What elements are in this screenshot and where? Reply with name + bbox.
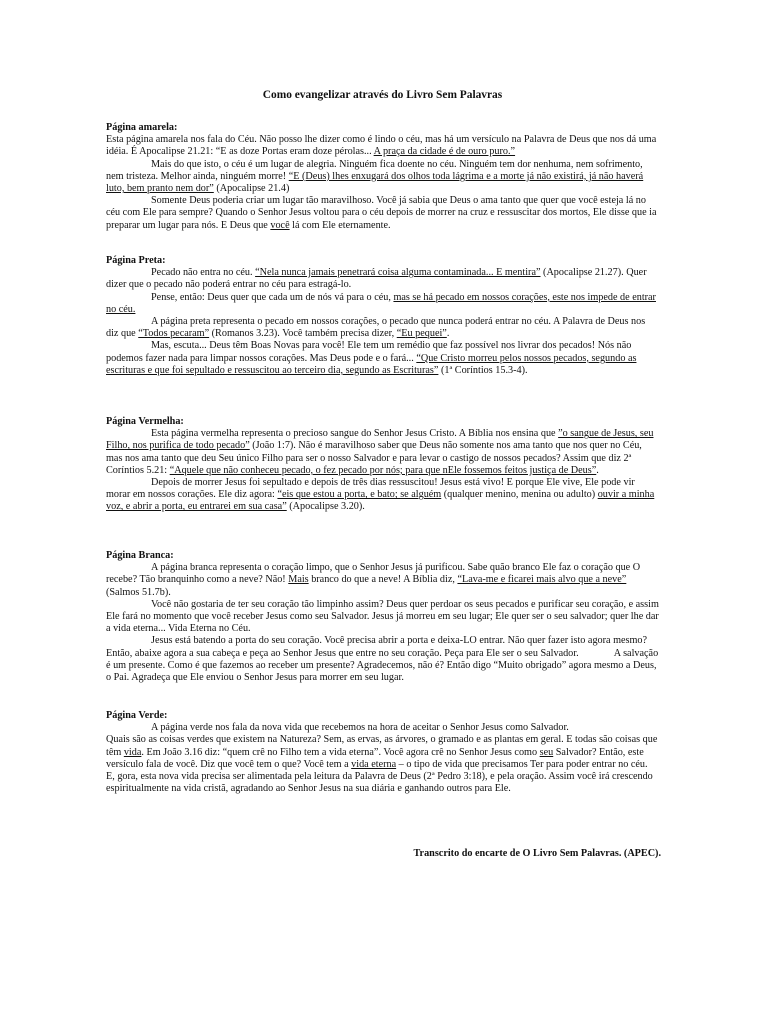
section-branca — [106, 550, 659, 684]
section-verde — [106, 710, 679, 795]
paragraph: A página verde nos fala da nova vida que recebemos na hora de aceitar o Senhor Jesus como Salvador. — [151, 722, 569, 734]
paragraph: Quais são as coisas verdes que existem na Natureza? Sem, as ervas, as árvores, o gramado e as plantas em geral. E todas são coisas que têm vida. Em João 3.16 diz: “quem crê no Filho tem a vida eterna”. Você agora crê no Senhor Jesus como seu Salvador? Então, este versículo fala de você. Diz que você tem o que? Você tem a vida eterna – o tipo de vida que precisamos Ter para poder entrar no céu. E, gora, esta nova vida precisa ser alimentada pela leitura da Palavra de Deus (2ª Pedro 3:18), e pela oração. Assim você irá crescendo espiritualmente na vida cristã, agradando ao Senhor Jesus na sua diária e ganhando outros para Ele. — [106, 734, 679, 795]
paragraph: Mas, escuta... Deus têm Boas Novas para você! Ele tem um remédio que faz possível nos livrar dos pecados! Nós não podemos fazer nada para limpar nossos corações. Mas Deus pode e o fará... “Que Cristo morreu pelos nossos pecados, segundo as escrituras e que foi sepultado e ressuscitou ao terceiro dia, segundo as Escrituras” (1ª Coríntios 15.3-4). — [106, 340, 637, 376]
paragraph: Pense, então: Deus quer que cada um de nós vá para o céu, mas se há pecado em nossos corações, este nos impede de entrar no céu. — [106, 291, 656, 315]
paragraph: A página branca representa o coração limpo, que o Senhor Jesus já purificou. Sabe quão branco Ele faz o coração que O recebe? Tão branquinho como a neve? Não! Mais branco do que a neve! A Bíblia diz, “Lava-me e ficarei mais alvo que a neve” (Salmos 51.7b). — [106, 562, 641, 598]
paragraph: Esta página vermelha representa o precioso sangue do Senhor Jesus Cristo. A Bíblia nos ensina que ”o sangue de Jesus, seu Filho, nos purifica de todo pecado” (João 1:7). Não é maravilhoso saber que Deus não somente nos ama tanto que nos quer no Céu, mas nos ama tanto que deu Seu único Filho para ser o nosso Salvador e para levar o castigo de nossos pecados? Assim que diz 2ª Coríntios 5.21: “Aquele que não conheceu pecado, o fez pecado por nós; para que nEle fossemos feitos justiça de Deus”. — [106, 428, 654, 476]
paragraph: Somente Deus poderia criar um lugar tão maravilhoso. Você já sabia que Deus o ama tanto que quer que você esteja lá no céu com Ele para sempre? Quando o Senhor Jesus voltou para o céu depois de morrer na cruz e ressuscitar dos mortos, Ele disse que ia preparar um lugar para nós. E Deus que você lá com Ele eternamente. — [106, 195, 657, 231]
section-heading: Página Preta: — [106, 255, 166, 266]
section-vermelha — [106, 416, 659, 514]
section-heading: Página Branca: — [106, 550, 174, 561]
paragraph: A página preta representa o pecado em nossos corações, o pecado que nunca poderá entrar no céu. A Palavra de Deus nos diz que “Todos pecaram” (Romanos 3.23). Você também precisa dizer, “Eu pequei”. — [106, 316, 646, 340]
paragraph: Depois de morrer Jesus foi sepultado e depois de três dias ressuscitou! Jesus está vivo! E porque Ele vive, Ele pode vir morar em nossos corações. Ele diz agora: “eis que estou a porta, e bato; se alguém (qualquer menino, menina ou adulto) ouvir a minha voz, e abrir a porta, eu entrarei em sua casa” (Apocalipse 3.20). — [106, 477, 655, 513]
section-preta — [106, 255, 659, 377]
section-heading: Página Verde: — [106, 710, 168, 721]
paragraph: Jesus está batendo a porta do seu coração. Você precisa abrir a porta e deixa-LO entrar. Não quer fazer isto agora mesmo? Então, abaixe agora a sua cabeça e peça ao Senhor Jesus que entre no seu coração. Peça para Ele ser o seu Salvador. A salvação é um presente. Como é que fazemos ao receber um presente? Agradecemos, não é? Então digo “Muito obrigado” agora mesmo a Deus, o Pai. Agradeça que Ele enviou o Senhor Jesus para morrer em seu lugar. — [106, 635, 661, 684]
source-credit: Transcrito do encarte de O Livro Sem Palavras. (APEC). — [413, 848, 661, 859]
section-heading: Página Vermelha: — [106, 416, 184, 427]
section-amarela — [106, 122, 659, 232]
paragraph: Esta página amarela nos fala do Céu. Não posso lhe dizer como é lindo o céu, mas há um versículo na Palavra de Deus que nos dá uma idéia. É Apocalipse 21.21: “E as doze Portas eram doze pérolas... A praça da cidade é de ouro puro.” — [106, 134, 657, 158]
document-title: Como evangelizar através do Livro Sem Palavras — [262, 89, 503, 101]
paragraph: Mais do que isto, o céu é um lugar de alegria. Ninguém fica doente no céu. Ninguém tem dor nenhuma, nem sofrimento, nem tristeza. Melhor ainda, ninguém morre! “E (Deus) lhes enxugará dos olhos toda lágrima e a morte já não existirá, já não haverá luto, bem pranto nem dor” (Apocalipse 21.4) — [106, 158, 644, 195]
section-heading: Página amarela: — [106, 122, 178, 133]
paragraph: Pecado não entra no céu. “Nela nunca jamais penetrará coisa alguma contaminada... E mentira” (Apocalipse 21.27). Quer dizer que o pecado não poderá entrar no céu para estragá-lo. — [106, 267, 647, 291]
paragraph: Você não gostaria de ter seu coração tão limpinho assim? Deus quer perdoar os seus pecados e purificar seu coração, e assim Ele fará no momento que você receber Jesus como seu Salvador. Jesus já morreu em seu lugar; Ele quer ser o seu salvador; quer lhe dar a vida eterna... Vida Eterna no Céu. — [106, 598, 659, 635]
